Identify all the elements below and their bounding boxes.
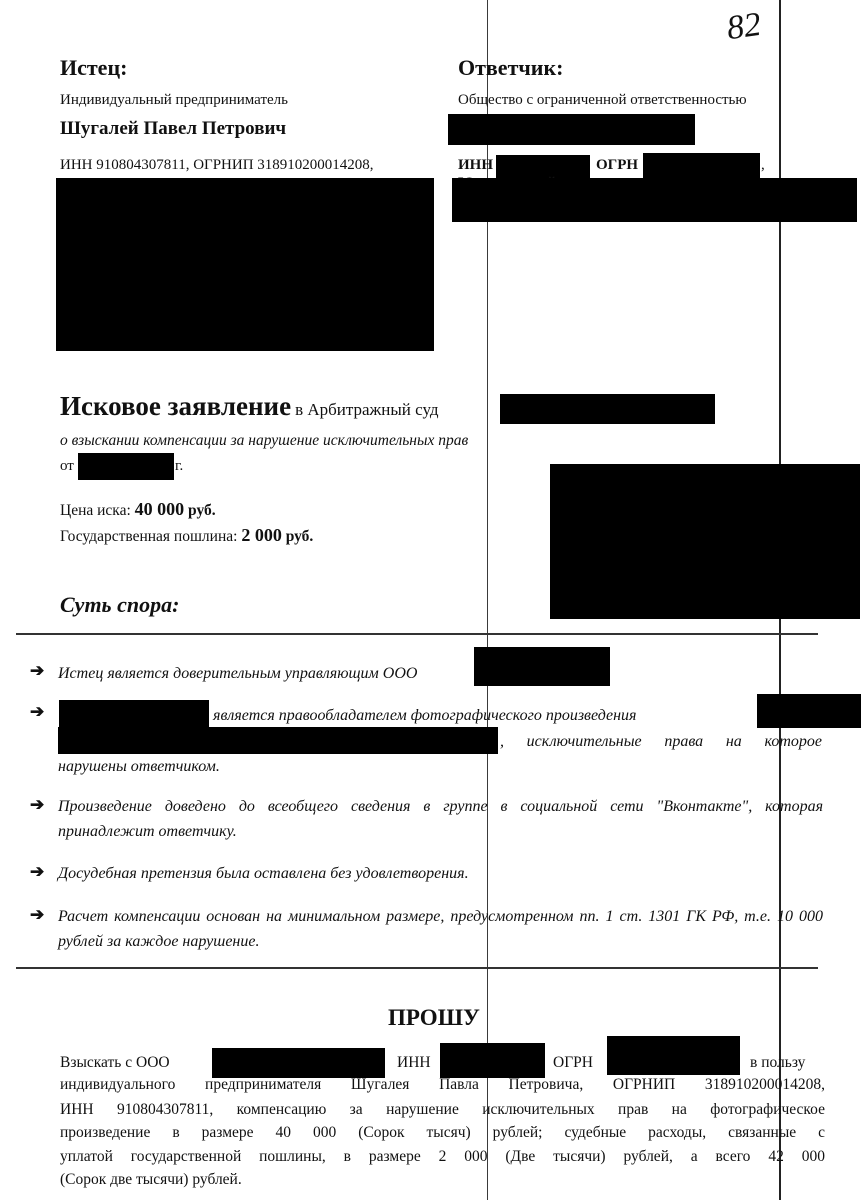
claim-title-row bbox=[60, 391, 439, 422]
request-line-5: уплатой государственной пошлины, в размере 2 000 (Две тысячи) рублей, а всего 42 000 bbox=[60, 1148, 825, 1165]
defendant-type: Общество с ограниченной ответственностью bbox=[458, 92, 747, 108]
claim-from-label: от bbox=[60, 458, 74, 474]
claim-court: в Арбитражный суд bbox=[295, 400, 439, 419]
defendant-ogrn-label: ОГРН bbox=[596, 157, 639, 173]
redaction-block bbox=[474, 647, 610, 686]
arrow-bullet-icon: ➔ bbox=[30, 905, 45, 924]
defendant-inn-label: ИНН bbox=[458, 157, 494, 173]
redaction-block bbox=[500, 394, 715, 424]
request-line-1-start: Взыскать с ООО bbox=[60, 1054, 170, 1071]
request-line-1-ogrn: ОГРН bbox=[553, 1054, 593, 1071]
arrow-bullet-icon: ➔ bbox=[30, 661, 45, 680]
plaintiff-type: Индивидуальный предприниматель bbox=[60, 92, 288, 108]
arrow-bullet-icon: ➔ bbox=[30, 702, 45, 721]
request-heading: ПРОШУ bbox=[388, 1005, 480, 1030]
claim-from-suffix: г. bbox=[175, 458, 184, 474]
claim-price-unit: руб. bbox=[188, 502, 216, 519]
request-line-1-inn: ИНН bbox=[397, 1054, 431, 1071]
dispute-bullet-1: Истец является доверительным управляющим ООО bbox=[58, 665, 418, 682]
dispute-bullet-3: Произведение доведено до всеобщего сведения в группе в социальной сети "Вконтакте", которая принадлежит ответчику. bbox=[58, 798, 823, 840]
request-line-6: (Сорок две тысячи) рублей. bbox=[60, 1171, 242, 1188]
redaction-block bbox=[212, 1048, 385, 1078]
redaction-block bbox=[643, 153, 760, 178]
redaction-block bbox=[607, 1036, 740, 1075]
redaction-block bbox=[59, 700, 209, 728]
defendant-heading: Ответчик: bbox=[458, 55, 564, 80]
request-line-3: ИНН 910804307811, компенсацию за нарушение исключительных прав на фотографическое bbox=[60, 1101, 825, 1118]
request-line-4: произведение в размере 40 000 (Сорок тысяч) рублей; судебные расходы, связанные с bbox=[60, 1124, 825, 1141]
defendant-ogrn-tail: , bbox=[761, 157, 765, 173]
request-line-2: индивидуального предпринимателя Шугалея Павла Петровича, ОГРНИП 318910200014208, bbox=[60, 1076, 825, 1093]
redaction-block bbox=[448, 114, 695, 145]
dispute-bullet-2-line-1: является правообладателем фотографического произведения bbox=[213, 707, 637, 724]
plaintiff-name: Шугалей Павел Петрович bbox=[60, 118, 287, 139]
redaction-block bbox=[757, 694, 861, 728]
dispute-bullet-2-line-2: , исключительные права на которое bbox=[500, 733, 822, 750]
redaction-block bbox=[58, 727, 498, 754]
claim-fee-row bbox=[60, 525, 313, 546]
arrow-bullet-icon: ➔ bbox=[30, 795, 45, 814]
dispute-bullet-5: Расчет компенсации основан на минимальном размере, предусмотренном пп. 1 ст. 1301 ГК РФ, т.е. 10 000 рублей за каждое нарушение. bbox=[58, 908, 823, 950]
section-divider bbox=[16, 967, 818, 969]
dispute-bullet-4: Досудебная претензия была оставлена без удовлетворения. bbox=[58, 865, 469, 882]
redaction-block bbox=[56, 178, 434, 351]
request-line-1-end: в пользу bbox=[750, 1054, 806, 1071]
claim-subject: о взыскании компенсации за нарушение исключительных прав bbox=[60, 432, 469, 449]
claim-title: Исковое заявление bbox=[60, 391, 292, 421]
plaintiff-heading: Истец: bbox=[60, 55, 128, 80]
dispute-bullet-2-line-3: нарушены ответчиком. bbox=[58, 758, 220, 775]
redaction-block bbox=[440, 1043, 545, 1078]
claim-fee-unit: руб. bbox=[285, 528, 314, 545]
arrow-bullet-icon: ➔ bbox=[30, 862, 45, 881]
page-number: 82 bbox=[724, 5, 764, 48]
claim-fee-value: 2 000 bbox=[241, 525, 282, 545]
plaintiff-ids: ИНН 910804307811, ОГРНИП 318910200014208, bbox=[60, 157, 374, 173]
redaction-block bbox=[78, 453, 174, 480]
claim-price-label: Цена иска: bbox=[60, 502, 131, 519]
redaction-block bbox=[452, 178, 857, 222]
dispute-heading: Суть спора: bbox=[60, 592, 180, 617]
redaction-block bbox=[550, 464, 860, 619]
section-divider bbox=[16, 633, 818, 635]
claim-price-value: 40 000 bbox=[134, 499, 185, 519]
claim-price-row bbox=[60, 499, 216, 520]
claim-fee-label: Государственная пошлина: bbox=[60, 528, 238, 545]
